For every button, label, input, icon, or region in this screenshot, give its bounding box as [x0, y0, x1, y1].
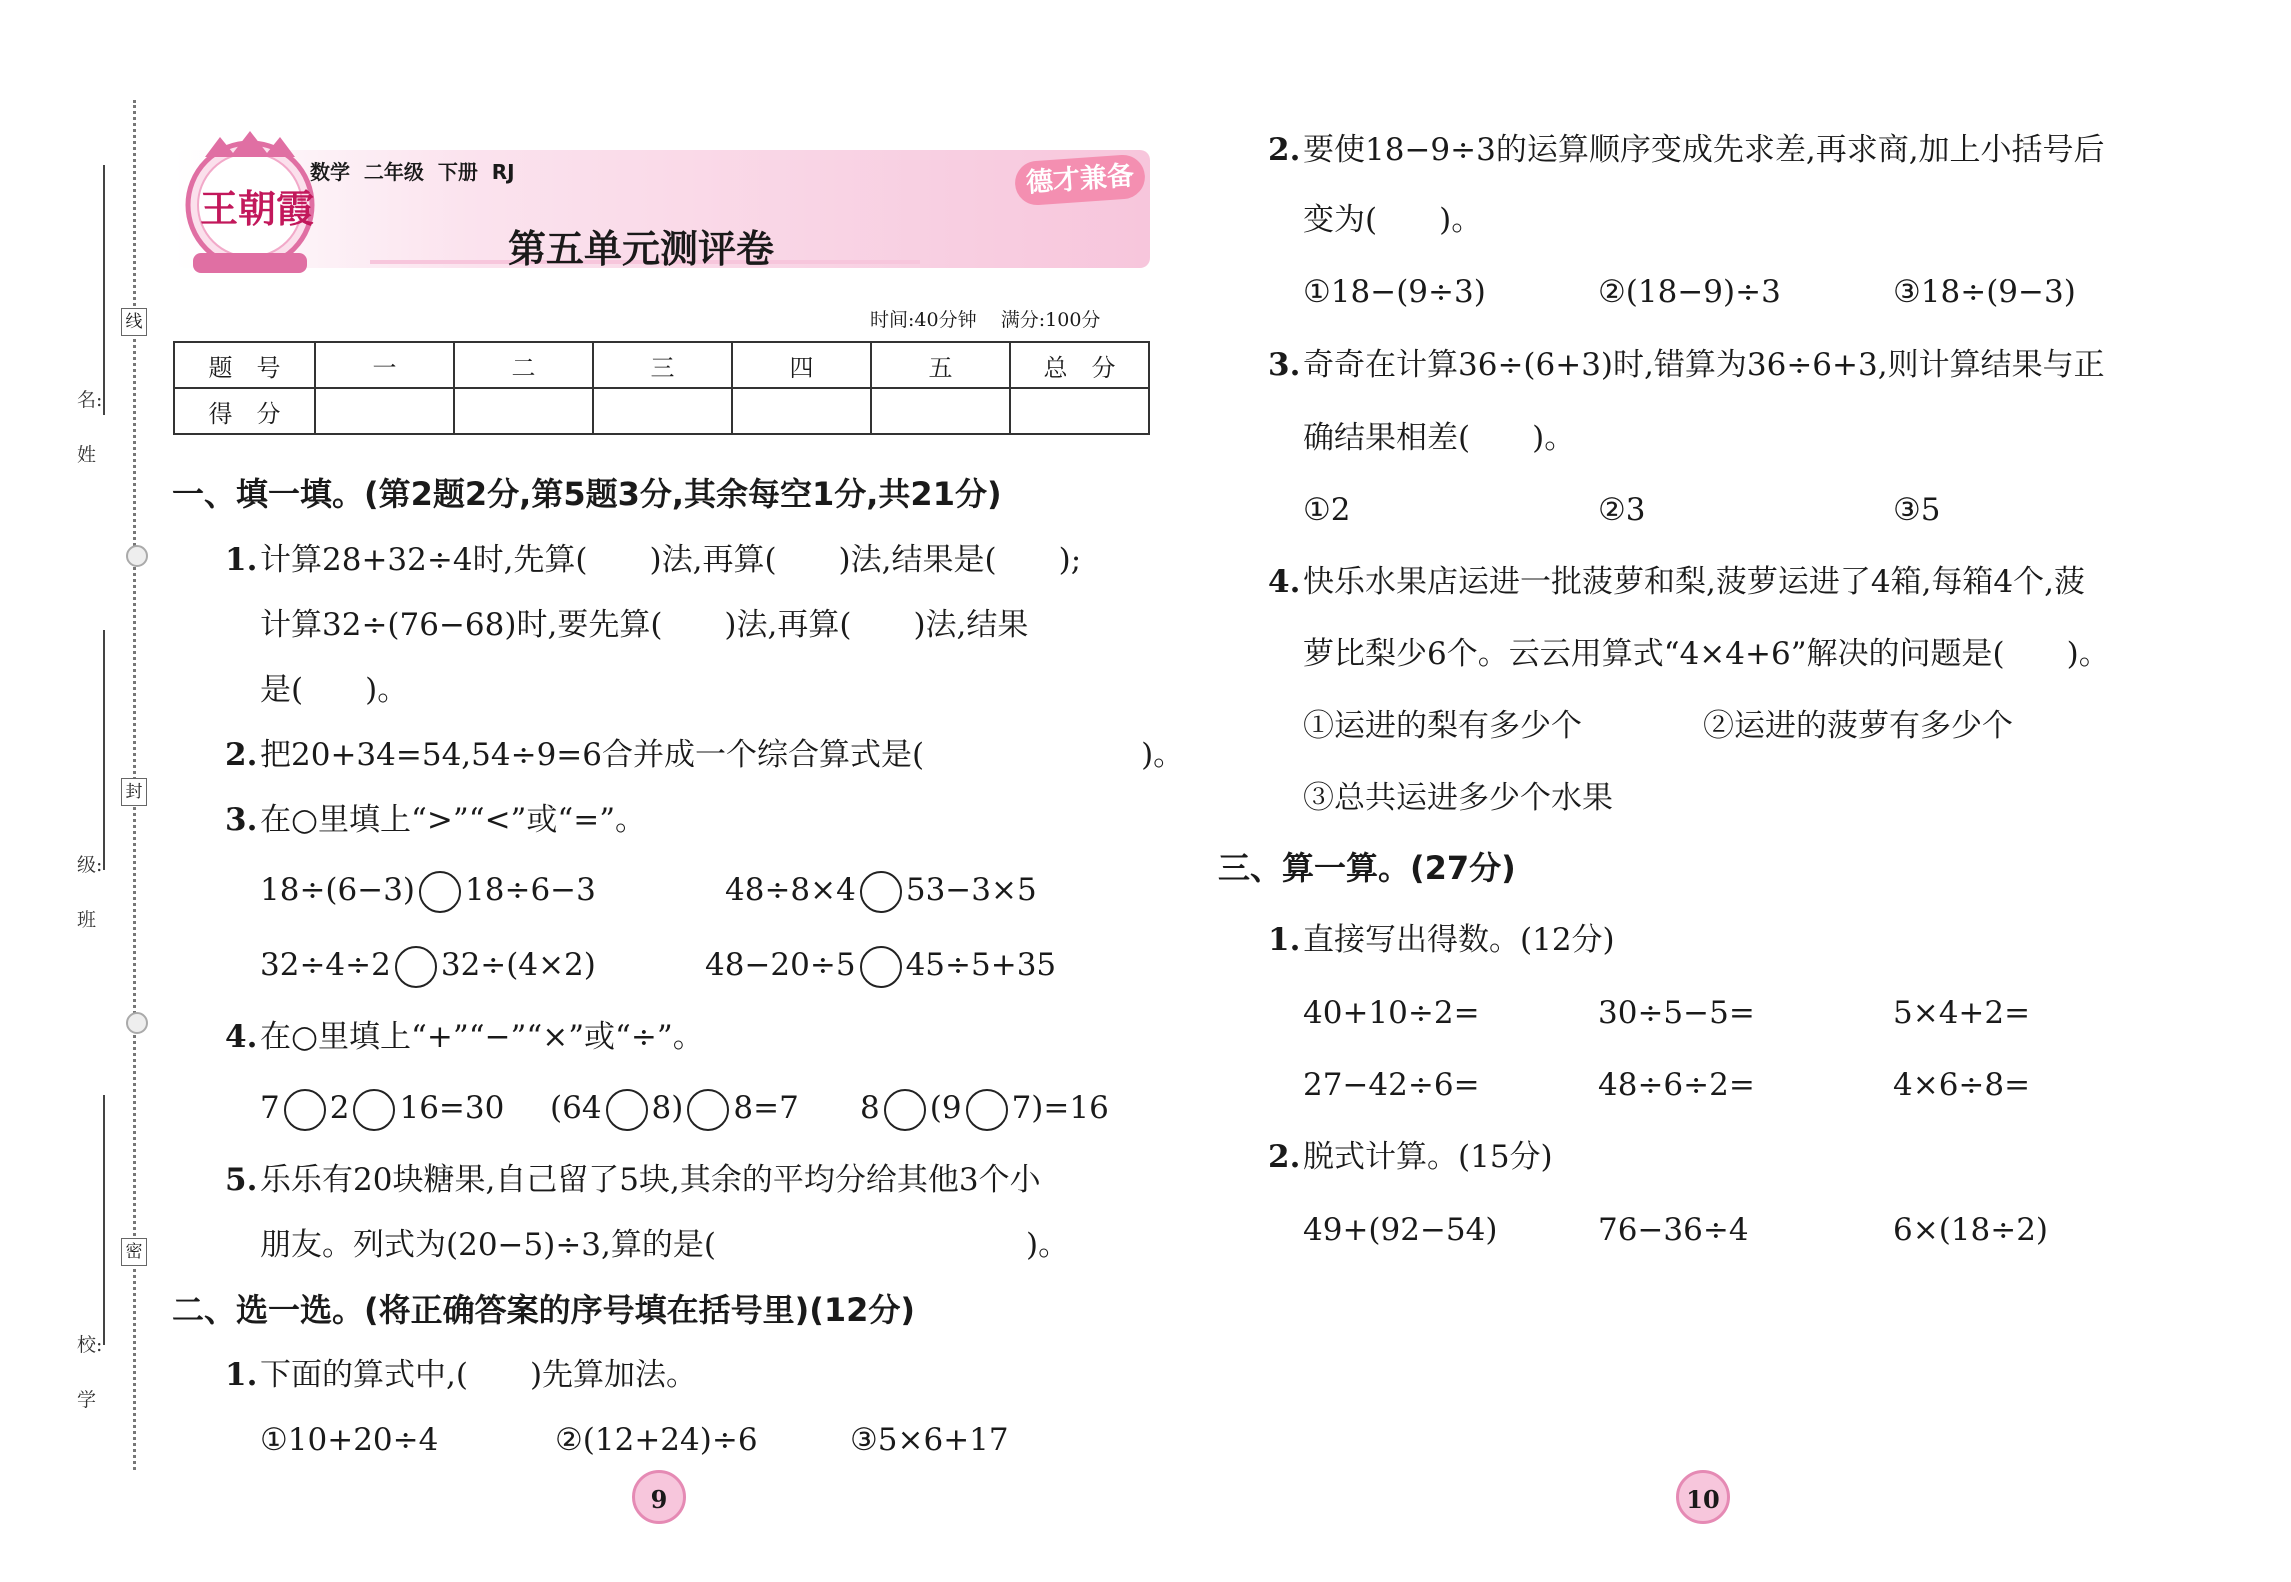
q3-compare-c	[260, 945, 596, 988]
expr: 45÷5+35	[905, 947, 1057, 983]
expr: 53−3×5	[905, 872, 1037, 908]
score-cell[interactable]	[732, 388, 871, 434]
binding-hole-top	[126, 545, 148, 567]
k2-number: 2.	[1268, 1139, 1301, 1175]
expr: 7)=16	[1011, 1090, 1109, 1126]
expr: 48−20÷5	[705, 947, 856, 983]
compare-circle[interactable]	[419, 871, 461, 913]
c3-option-2: ②3	[1598, 492, 1646, 528]
score-cell[interactable]	[315, 388, 454, 434]
score-table	[173, 341, 1150, 435]
section-2-title: 二、选一选。(将正确答案的序号填在括号里)(12分)	[172, 1291, 916, 1329]
score-th: 一	[315, 342, 454, 388]
margin-label-xue: 学	[77, 1389, 97, 1411]
c3-line1: 奇奇在计算36÷(6+3)时,错算为36÷6+3,则计算结果与正	[1303, 347, 2105, 383]
c3-option-1: ①2	[1303, 492, 1351, 528]
expr: 2	[329, 1090, 350, 1126]
margin-box-mi: 密	[121, 1238, 147, 1266]
k1-r1-b: 30÷5−5=	[1598, 995, 1755, 1031]
score-th: 总 分	[1010, 342, 1149, 388]
score-cell[interactable]	[593, 388, 732, 434]
q4-ops-b	[550, 1088, 799, 1131]
score-th: 三	[593, 342, 732, 388]
compare-circle[interactable]	[860, 946, 902, 988]
margin-label-xing: 姓	[77, 444, 97, 466]
c2-option-3: ③18÷(9−3)	[1893, 274, 2076, 310]
op-circle[interactable]	[687, 1089, 729, 1131]
c4-number: 4.	[1268, 564, 1301, 600]
c4-line2: 萝比梨少6个。云云用算式“4×4+6”解决的问题是( )。	[1303, 636, 2110, 672]
score-th: 四	[732, 342, 871, 388]
k2-r1-c: 6×(18÷2)	[1893, 1212, 2049, 1248]
k1-r1-a: 40+10÷2=	[1303, 995, 1480, 1031]
q1-line2: 计算32÷(76−68)时,要先算( )法,再算( )法,结果	[260, 607, 1029, 643]
q5-line1: 乐乐有20块糖果,自己留了5块,其余的平均分给其他3个小	[260, 1162, 1041, 1198]
q5-line2: 朋友。列式为(20−5)÷3,算的是( )。	[260, 1227, 1070, 1263]
q1-line1: 计算28+32÷4时,先算( )法,再算( )法,结果是( );	[260, 542, 1082, 578]
score-row-values	[174, 388, 1149, 434]
op-circle[interactable]	[884, 1089, 926, 1131]
op-circle[interactable]	[353, 1089, 395, 1131]
section-1-title: 一、填一填。(第2题2分,第5题3分,其余每空1分,共21分)	[172, 475, 1002, 513]
expr: 8	[860, 1090, 880, 1126]
k1-r2-b: 48÷6÷2=	[1598, 1067, 1755, 1103]
q4-ops-a	[260, 1088, 504, 1131]
expr: (64	[550, 1090, 602, 1126]
c4-option-1: ①运进的梨有多少个	[1303, 708, 1582, 744]
op-circle[interactable]	[966, 1089, 1008, 1131]
score-th: 二	[454, 342, 593, 388]
q4-text: 在○里填上“+”“−”“×”或“÷”。	[260, 1019, 704, 1055]
score-cell[interactable]	[454, 388, 593, 434]
score-th: 五	[871, 342, 1010, 388]
binding-hole-bottom	[126, 1012, 148, 1034]
c2-option-2: ②(18−9)÷3	[1598, 274, 1781, 310]
margin-label-xiao: 校:	[77, 1334, 103, 1356]
badge: 德才兼备	[1014, 154, 1147, 207]
c1-option-3: ③5×6+17	[850, 1422, 1009, 1458]
c1-number: 1.	[225, 1357, 258, 1393]
op-circle[interactable]	[284, 1089, 326, 1131]
page-number-left: 9	[632, 1470, 686, 1524]
q3-compare-b	[725, 870, 1037, 913]
expr: 8=7	[733, 1090, 799, 1126]
school-underline	[103, 1095, 105, 1345]
subject-line: 数学 二年级 下册 RJ	[310, 160, 515, 184]
margin-label-ji: 级:	[77, 854, 103, 876]
compare-circle[interactable]	[860, 871, 902, 913]
k2-r1-b: 76−36÷4	[1598, 1212, 1749, 1248]
section-3-title: 三、算一算。(27分)	[1218, 849, 1516, 887]
name-underline	[103, 165, 105, 415]
k1-r1-c: 5×4+2=	[1893, 995, 2031, 1031]
c3-option-3: ③5	[1893, 492, 1941, 528]
expr: 18÷6−3	[465, 872, 596, 908]
score-row-header	[174, 342, 1149, 388]
page-number-right: 10	[1676, 1470, 1730, 1524]
expr: 48÷8×4	[725, 872, 856, 908]
q3-text: 在○里填上“>”“<”或“=”。	[260, 802, 647, 838]
page-title: 第五单元测评卷	[508, 227, 775, 271]
time-info: 时间:40分钟 满分:100分	[870, 309, 1101, 331]
brand-name: 王朝霞	[200, 186, 315, 231]
k1-number: 1.	[1268, 922, 1301, 958]
c1-option-1: ①10+20÷4	[260, 1422, 439, 1458]
op-circle[interactable]	[606, 1089, 648, 1131]
k2-text: 脱式计算。(15分)	[1303, 1139, 1553, 1175]
c2-option-1: ①18−(9÷3)	[1303, 274, 1486, 310]
q3-compare-a	[260, 870, 596, 913]
c1-text: 下面的算式中,( )先算加法。	[260, 1357, 698, 1393]
expr: 18÷(6−3)	[260, 872, 416, 908]
score-cell[interactable]	[871, 388, 1010, 434]
q4-ops-c	[860, 1088, 1109, 1131]
c4-option-3: ③总共运进多少个水果	[1303, 780, 1613, 816]
score-cell[interactable]	[1010, 388, 1149, 434]
q1-number: 1.	[225, 542, 258, 578]
expr: 32÷(4×2)	[440, 947, 596, 983]
compare-circle[interactable]	[395, 946, 437, 988]
k1-r2-c: 4×6÷8=	[1893, 1067, 2031, 1103]
margin-box-feng: 封	[121, 778, 147, 806]
q2-number: 2.	[225, 737, 258, 773]
k1-text: 直接写出得数。(12分)	[1303, 922, 1615, 958]
q2-text: 把20+34=54,54÷9=6合并成一个综合算式是( )。	[260, 737, 1185, 773]
expr: 32÷4÷2	[260, 947, 391, 983]
margin-label-ming: 名:	[77, 389, 103, 411]
q3-number: 3.	[225, 802, 258, 838]
q3-compare-d	[705, 945, 1056, 988]
expr: 16=30	[399, 1090, 505, 1126]
score-cell: 得 分	[174, 388, 315, 434]
score-th: 题 号	[174, 342, 315, 388]
c4-option-2: ②运进的菠萝有多少个	[1703, 708, 2013, 744]
k2-r1-a: 49+(92−54)	[1303, 1212, 1498, 1248]
expr: 7	[260, 1090, 280, 1126]
q1-line3: 是( )。	[260, 672, 409, 708]
c2-line2: 变为( )。	[1303, 202, 1483, 238]
c2-number: 2.	[1268, 132, 1301, 168]
c1-option-2: ②(12+24)÷6	[555, 1422, 758, 1458]
c3-number: 3.	[1268, 347, 1301, 383]
c2-line1: 要使18−9÷3的运算顺序变成先求差,再求商,加上小括号后	[1303, 132, 2105, 168]
expr: 8)	[651, 1090, 684, 1126]
q5-number: 5.	[225, 1162, 258, 1198]
margin-box-xian: 线	[121, 308, 147, 336]
k1-r2-a: 27−42÷6=	[1303, 1067, 1480, 1103]
q4-number: 4.	[225, 1019, 258, 1055]
class-underline	[103, 630, 105, 870]
margin-label-ban: 班	[77, 909, 97, 931]
c3-line2: 确结果相差( )。	[1303, 420, 1576, 456]
expr: (9	[929, 1090, 962, 1126]
c4-line1: 快乐水果店运进一批菠萝和梨,菠萝运进了4箱,每箱4个,菠	[1303, 564, 2086, 600]
